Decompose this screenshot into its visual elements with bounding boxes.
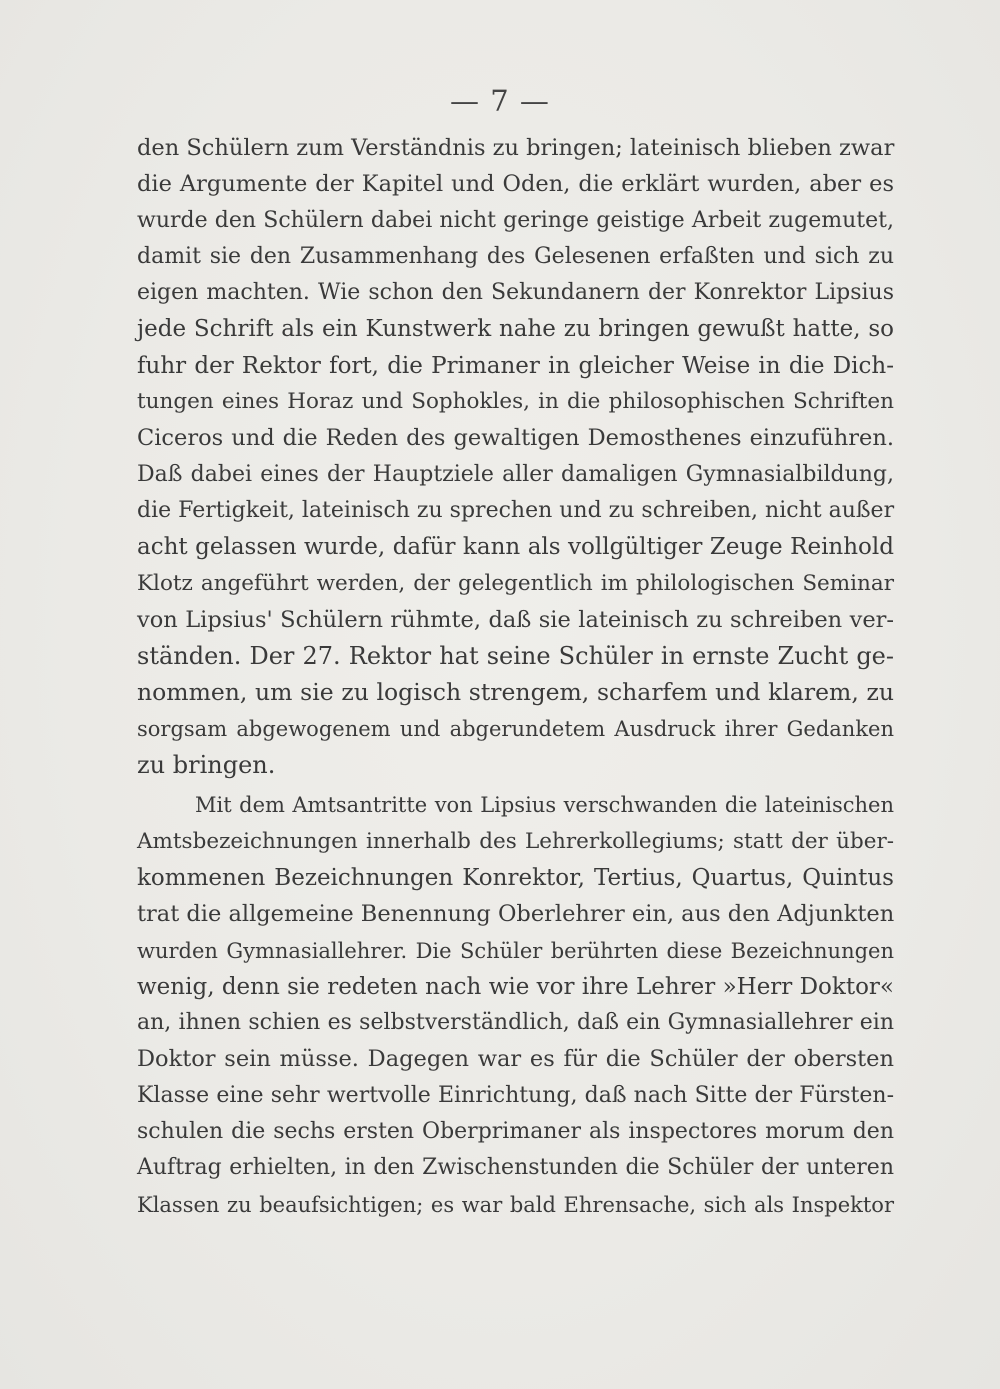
text-line: wenig, denn sie redeten nach wie vor ihre Lehrer »Herr Doktor«: [137, 973, 894, 1000]
text-line: nommen, um sie zu logisch strengem, scharfem und klarem, zu: [137, 678, 894, 707]
text-line: kommenen Bezeichnungen Konrektor, Tertius, Quartus, Quintus: [137, 864, 894, 891]
page-number: — 7 —: [450, 84, 550, 118]
text-line: wurden Gymnasiallehrer. Die Schüler berührten diese Bezeichnungen: [137, 938, 894, 963]
text-line: zu bringen.: [137, 751, 276, 780]
paragraph: [137, 130, 894, 783]
text-line: Doktor sein müsse. Dagegen war es für die Schüler der obersten: [137, 1046, 894, 1073]
text-line: eigen machten. Wie schon den Sekundanern der Konrektor Lipsius: [137, 280, 894, 306]
text-line: tungen eines Horaz und Sophokles, in die philosophischen Schriften: [137, 389, 894, 415]
paragraph: [137, 787, 894, 1223]
text-line: Klasse eine sehr wertvolle Einrichtung, daß nach Sitte der Fürsten-: [137, 1082, 894, 1108]
text-line: Ciceros und die Reden des gewaltigen Demosthenes einzuführen.: [137, 425, 894, 452]
text-line: Mit dem Amtsantritte von Lipsius verschwanden die lateinischen: [195, 793, 894, 818]
text-line: Auftrag erhielten, in den Zwischenstunden die Schüler der unteren: [137, 1155, 894, 1181]
text-line: ständen. Der 27. Rektor hat seine Schüler in ernste Zucht ge-: [137, 642, 894, 671]
text-line: Klotz angeführt werden, der gelegentlich im philologischen Seminar: [137, 570, 894, 596]
text-line: sorgsam abgewogenem und abgerundetem Ausdruck ihrer Gedanken: [137, 716, 894, 741]
text-line: damit sie den Zusammenhang des Gelesenen erfaßten und sich zu: [137, 243, 894, 269]
text-line: Klassen zu beaufsichtigen; es war bald Ehrensache, sich als Inspektor: [137, 1192, 894, 1217]
body-text: [137, 130, 894, 1223]
text-line: den Schülern zum Verständnis zu bringen; lateinisch blieben zwar: [137, 135, 895, 161]
text-line: die Fertigkeit, lateinisch zu sprechen und zu schreiben, nicht außer: [137, 497, 895, 523]
text-line: Amtsbezeichnungen innerhalb des Lehrerkollegiums; statt der über-: [137, 828, 894, 854]
text-line: an, ihnen schien es selbstverständlich, daß ein Gymnasiallehrer ein: [137, 1010, 894, 1036]
text-line: wurde den Schülern dabei nicht geringe geistige Arbeit zugemutet,: [137, 207, 894, 233]
text-line: fuhr der Rektor fort, die Primaner in gleicher Weise in die Dich-: [137, 352, 894, 379]
text-line: Daß dabei eines der Hauptziele aller damaligen Gymnasialbildung,: [137, 461, 894, 487]
text-line: jede Schrift als ein Kunstwerk nahe zu bringen gewußt hatte, so: [137, 316, 894, 343]
text-line: trat die allgemeine Benennung Oberlehrer ein, aus den Adjunkten: [137, 901, 895, 928]
text-line: acht gelassen wurde, dafür kann als vollgültiger Zeuge Reinhold: [137, 534, 894, 561]
text-line: die Argumente der Kapitel und Oden, die erklärt wurden, aber es: [137, 171, 894, 198]
text-line: schulen die sechs ersten Oberprimaner als inspectores morum den: [137, 1119, 894, 1145]
text-line: von Lipsius' Schülern rühmte, daß sie lateinisch zu schreiben ver-: [137, 606, 894, 633]
